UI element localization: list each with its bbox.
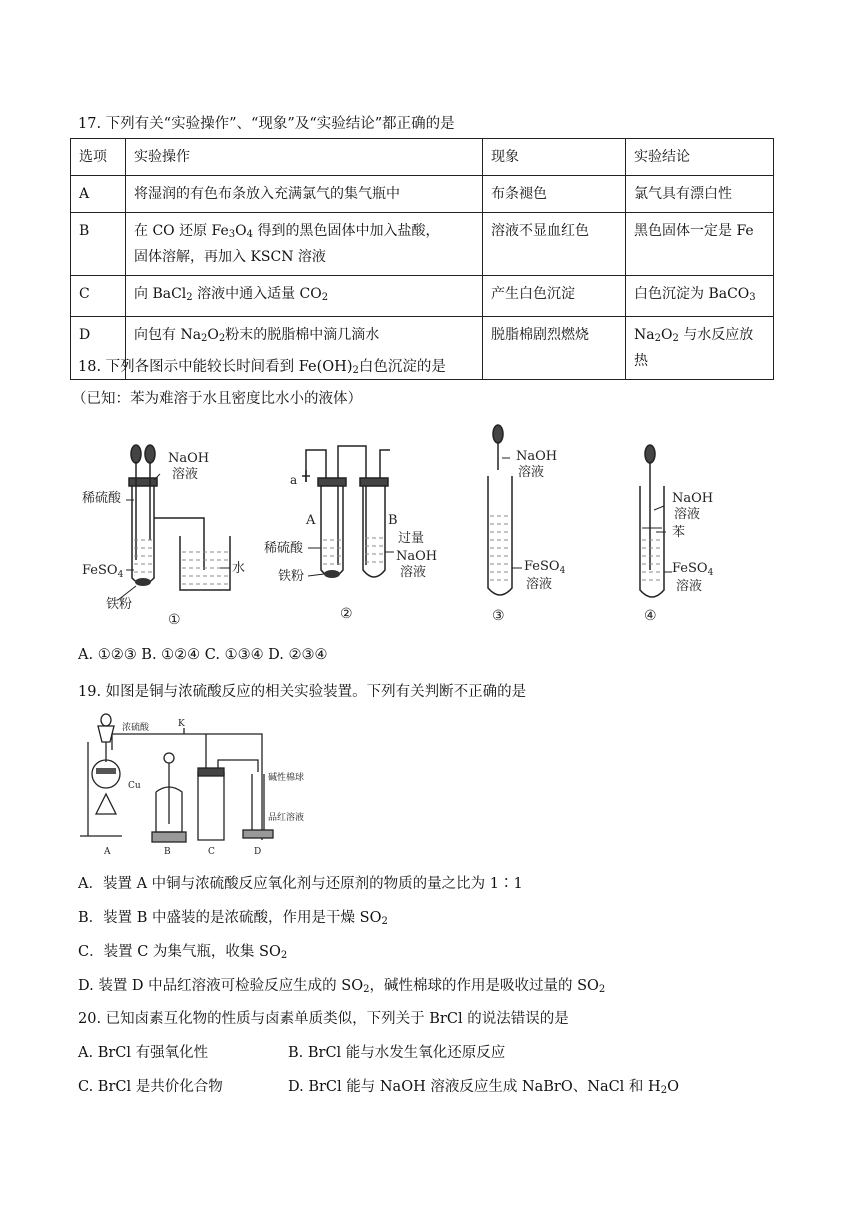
label-iron-powder: 铁粉 (106, 597, 133, 612)
q19-stem: 19. 如图是铜与浓硫酸反应的相关实验装置。下列有关判断不正确的是 (78, 684, 527, 700)
bottle-c (198, 768, 224, 776)
table-header-row (71, 139, 774, 176)
label-feso4-solution: 溶液 (676, 579, 703, 594)
label-feso4: FeSO$_4$ (672, 561, 714, 578)
q17-stem: 17. 下列有关“实验操作”、“现象”及“实验结论”都正确的是 (78, 116, 455, 132)
figure-number-4: ④ (644, 608, 657, 624)
q20-option-a: A. BrCl 有强氧化性 (78, 1045, 209, 1061)
label-magenta-solution: 品红溶液 (268, 813, 305, 823)
q20-stem: 20. 已知卤素互化物的性质与卤素单质类似，下列关于 BrCl 的说法错误的是 (78, 1011, 569, 1027)
label-feso4-solution: 溶液 (526, 577, 553, 592)
label-valve-k: K (178, 719, 185, 729)
label-naoh: NaOH (396, 549, 438, 564)
row-c-phenomenon: 产生白色沉淀 (483, 276, 626, 317)
q19-option-d: D. 装置 D 中品红溶液可检验反应生成的 $SO_2$，碱性棉球的作用是吸收过量的 $SO_2$ (78, 978, 606, 995)
label-feso4: FeSO$_4$ (82, 563, 124, 580)
q18-figure-3 (478, 420, 608, 630)
row-d-phenomenon: 脱脂棉剧烈燃烧 (483, 317, 626, 380)
q18-stem: 18. 下列各图示中能较长时间看到 $Fe(OH)_2$白色沉淀的是 (78, 359, 446, 376)
label-tube-b: B (388, 513, 398, 528)
label-device-d: D (254, 847, 262, 857)
row-c-option: C (71, 276, 126, 317)
label-excess: 过量 (398, 531, 425, 546)
label-clamp-a: a (290, 473, 298, 487)
figure-number-2: ② (340, 606, 353, 622)
row-d-option: D (71, 317, 126, 380)
header-conclusion: 实验结论 (626, 139, 774, 176)
q19-apparatus-figure (78, 712, 328, 857)
label-tube-a: A (306, 513, 316, 528)
test-tube-a (321, 486, 343, 577)
q20-option-d: D. BrCl 能与 NaOH 溶液反应生成 NaBrO、NaCl 和 $H_2O$ (288, 1079, 679, 1096)
figure-number-3: ③ (492, 608, 505, 624)
dropper-bulb (645, 445, 655, 463)
beaker (180, 536, 230, 590)
label-conc-acid: 浓硫酸 (122, 723, 150, 733)
row-a-option: A (71, 176, 126, 213)
row-b-option: B (71, 213, 126, 276)
q20-options-row-2 (78, 1075, 679, 1096)
label-solution: 溶液 (172, 467, 199, 482)
label-solution: 溶液 (400, 565, 427, 580)
label-alkaline-cotton: 碱性棉球 (268, 773, 305, 783)
label-naoh: NaOH (672, 491, 714, 506)
header-option: 选项 (71, 139, 126, 176)
table-row (71, 213, 774, 276)
q19-option-b: B．装置 B 中盛装的是浓硫酸，作用是干燥 $SO_2$ (78, 910, 388, 927)
row-d-conclusion: $Na_2O_2$ 与水反应放热 (626, 317, 774, 380)
row-c-conclusion: 白色沉淀为 BaCO$_3$ (626, 276, 774, 317)
test-tube (488, 476, 512, 595)
header-phenomenon: 现象 (483, 139, 626, 176)
table-row (71, 276, 774, 317)
label-water: 水 (232, 561, 246, 576)
q18-options: A. ①②③ B. ①②④ C. ①③④ D. ②③④ (78, 647, 328, 663)
row-c-operation: 向 BaCl$_2$ 溶液中通入适量 $CO_2$ (126, 276, 483, 317)
row-a-operation: 将湿润的有色布条放入充满氯气的集气瓶中 (126, 176, 483, 213)
label-device-a: A (104, 847, 111, 857)
label-benzene: 苯 (672, 525, 686, 540)
q19-option-a: A．装置 A 中铜与浓硫酸反应氧化剂与还原剂的物质的量之比为 1∶1 (78, 876, 523, 892)
row-b-conclusion: 黑色固体一定是 Fe (626, 213, 774, 276)
q18-note: （已知：苯为难溶于水且密度比水小的液体） (72, 391, 362, 407)
row-b-phenomenon: 溶液不显血红色 (483, 213, 626, 276)
label-device-c: C (208, 847, 215, 857)
q18-figure-4 (630, 440, 740, 630)
label-solution: 溶液 (518, 465, 545, 480)
figure-number-1: ① (168, 612, 181, 628)
dropper-bulb (131, 445, 141, 463)
row-a-conclusion: 氯气具有漂白性 (626, 176, 774, 213)
q19-option-c: C．装置 C 为集气瓶，收集 $SO_2$ (78, 944, 288, 961)
label-naoh: NaOH (516, 449, 558, 464)
label-iron-powder: 铁粉 (278, 569, 305, 584)
table-row (71, 176, 774, 213)
row-b-operation: 在 CO 还原 $Fe_3O_4$ 得到的黑色固体中加入盐酸， 固体溶解，再加入 KSCN 溶液 (126, 213, 483, 276)
label-copper: Cu (128, 781, 141, 791)
q18-figure-2 (262, 440, 462, 630)
q20-option-c: C. BrCl 是共价化合物 (78, 1079, 223, 1095)
label-feso4: FeSO$_4$ (524, 559, 566, 576)
q18-figure-1 (80, 440, 265, 630)
row-d-operation: 向包有 $Na_2O_2$粉末的脱脂棉中滴几滴水 (126, 317, 483, 380)
header-operation: 实验操作 (126, 139, 483, 176)
label-solution: 溶液 (674, 507, 701, 522)
row-a-phenomenon: 布条褪色 (483, 176, 626, 213)
label-dilute-acid: 稀硫酸 (82, 491, 122, 506)
label-naoh: NaOH (168, 451, 210, 466)
label-device-b: B (164, 847, 171, 857)
dropper-bulb (493, 425, 503, 443)
q20-options-row-1 (78, 1041, 506, 1062)
q20-option-b: B. BrCl 能与水发生氧化还原反应 (288, 1045, 506, 1061)
label-dilute-acid: 稀硫酸 (264, 541, 304, 556)
q17-table (70, 138, 774, 380)
